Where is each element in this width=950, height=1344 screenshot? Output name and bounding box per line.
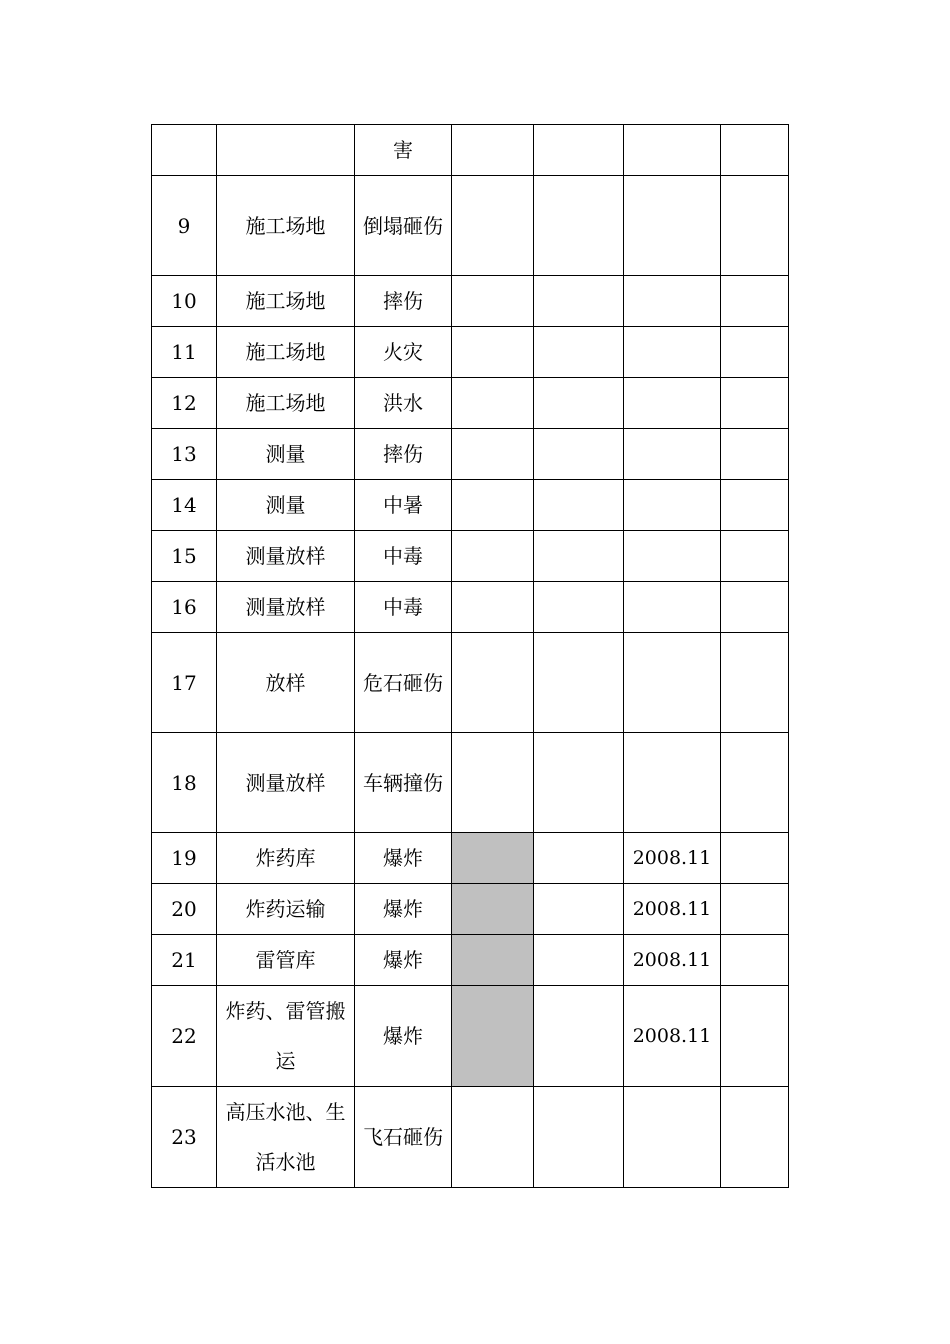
blank-cell-5 [534, 884, 624, 935]
location-cell: 炸药库 [217, 833, 355, 884]
row-number-cell: 10 [152, 276, 217, 327]
location-cell: 施工场地 [217, 176, 355, 276]
blank-cell-4 [452, 884, 534, 935]
table-row [152, 1087, 789, 1188]
row-number-cell: 18 [152, 733, 217, 833]
blank-cell-7 [721, 884, 789, 935]
blank-cell-5 [534, 935, 624, 986]
row-number-cell: 12 [152, 378, 217, 429]
blank-cell-4 [452, 633, 534, 733]
hazard-cell: 中暑 [355, 480, 452, 531]
row-number-cell: 16 [152, 582, 217, 633]
blank-cell-4 [452, 733, 534, 833]
blank-cell-7 [721, 176, 789, 276]
row-number-cell [152, 125, 217, 176]
location-cell: 放样 [217, 633, 355, 733]
row-number-cell: 19 [152, 833, 217, 884]
blank-cell-5 [534, 429, 624, 480]
row-number-cell: 15 [152, 531, 217, 582]
blank-cell-4 [452, 176, 534, 276]
hazard-cell: 危石砸伤 [355, 633, 452, 733]
blank-cell-4 [452, 378, 534, 429]
row-number-cell: 23 [152, 1087, 217, 1188]
hazard-cell: 中毒 [355, 531, 452, 582]
location-cell: 测量放样 [217, 531, 355, 582]
hazard-cell: 爆炸 [355, 884, 452, 935]
blank-cell-7 [721, 327, 789, 378]
date-cell [624, 327, 721, 378]
row-number-cell: 9 [152, 176, 217, 276]
blank-cell-5 [534, 986, 624, 1087]
hazard-cell: 洪水 [355, 378, 452, 429]
blank-cell-5 [534, 582, 624, 633]
location-cell [217, 125, 355, 176]
blank-cell-7 [721, 1087, 789, 1188]
table-row [152, 582, 789, 633]
location-cell: 雷管库 [217, 935, 355, 986]
blank-cell-5 [534, 327, 624, 378]
table-row [152, 733, 789, 833]
location-cell: 炸药运输 [217, 884, 355, 935]
table-row [152, 633, 789, 733]
blank-cell-5 [534, 176, 624, 276]
hazard-cell: 摔伤 [355, 429, 452, 480]
blank-cell-7 [721, 582, 789, 633]
location-cell: 测量 [217, 429, 355, 480]
blank-cell-7 [721, 833, 789, 884]
table-row [152, 429, 789, 480]
hazard-cell: 爆炸 [355, 986, 452, 1087]
date-cell: 2008.11 [624, 833, 721, 884]
blank-cell-5 [534, 125, 624, 176]
hazard-cell: 摔伤 [355, 276, 452, 327]
date-cell [624, 582, 721, 633]
row-number-cell: 14 [152, 480, 217, 531]
row-number-cell: 22 [152, 986, 217, 1087]
hazard-table [151, 124, 789, 1188]
date-cell [624, 176, 721, 276]
blank-cell-5 [534, 531, 624, 582]
blank-cell-4 [452, 582, 534, 633]
location-cell: 施工场地 [217, 276, 355, 327]
blank-cell-5 [534, 833, 624, 884]
row-number-cell: 13 [152, 429, 217, 480]
location-cell: 测量 [217, 480, 355, 531]
date-cell [624, 480, 721, 531]
row-number-cell: 17 [152, 633, 217, 733]
table-row [152, 125, 789, 176]
hazard-cell: 害 [355, 125, 452, 176]
row-number-cell: 20 [152, 884, 217, 935]
location-cell: 炸药、雷管搬运 [217, 986, 355, 1087]
table-row [152, 378, 789, 429]
blank-cell-5 [534, 733, 624, 833]
location-cell: 测量放样 [217, 582, 355, 633]
blank-cell-7 [721, 480, 789, 531]
location-cell: 施工场地 [217, 327, 355, 378]
location-cell: 施工场地 [217, 378, 355, 429]
blank-cell-7 [721, 935, 789, 986]
table-row [152, 480, 789, 531]
table-row [152, 986, 789, 1087]
blank-cell-7 [721, 429, 789, 480]
hazard-table-body [152, 125, 789, 1188]
date-cell: 2008.11 [624, 986, 721, 1087]
date-cell [624, 1087, 721, 1188]
table-row [152, 833, 789, 884]
location-cell: 测量放样 [217, 733, 355, 833]
blank-cell-4 [452, 125, 534, 176]
blank-cell-4 [452, 986, 534, 1087]
table-row [152, 176, 789, 276]
blank-cell-7 [721, 986, 789, 1087]
hazard-cell: 爆炸 [355, 935, 452, 986]
location-cell: 高压水池、生活水池 [217, 1087, 355, 1188]
table-row [152, 884, 789, 935]
blank-cell-4 [452, 276, 534, 327]
date-cell [624, 276, 721, 327]
blank-cell-5 [534, 480, 624, 531]
blank-cell-5 [534, 276, 624, 327]
date-cell [624, 633, 721, 733]
blank-cell-7 [721, 378, 789, 429]
blank-cell-4 [452, 833, 534, 884]
hazard-cell: 中毒 [355, 582, 452, 633]
row-number-cell: 21 [152, 935, 217, 986]
hazard-cell: 飞石砸伤 [355, 1087, 452, 1188]
hazard-cell: 爆炸 [355, 833, 452, 884]
table-row [152, 327, 789, 378]
date-cell [624, 531, 721, 582]
blank-cell-7 [721, 733, 789, 833]
hazard-cell: 车辆撞伤 [355, 733, 452, 833]
blank-cell-7 [721, 531, 789, 582]
table-row [152, 935, 789, 986]
blank-cell-5 [534, 378, 624, 429]
date-cell [624, 429, 721, 480]
hazard-cell: 倒塌砸伤 [355, 176, 452, 276]
blank-cell-4 [452, 480, 534, 531]
date-cell [624, 733, 721, 833]
blank-cell-4 [452, 1087, 534, 1188]
blank-cell-5 [534, 633, 624, 733]
blank-cell-4 [452, 935, 534, 986]
blank-cell-7 [721, 633, 789, 733]
table-row [152, 531, 789, 582]
date-cell: 2008.11 [624, 935, 721, 986]
table-row [152, 276, 789, 327]
blank-cell-4 [452, 429, 534, 480]
hazard-cell: 火灾 [355, 327, 452, 378]
date-cell [624, 378, 721, 429]
blank-cell-4 [452, 531, 534, 582]
blank-cell-7 [721, 276, 789, 327]
blank-cell-4 [452, 327, 534, 378]
blank-cell-5 [534, 1087, 624, 1188]
blank-cell-7 [721, 125, 789, 176]
date-cell: 2008.11 [624, 884, 721, 935]
date-cell [624, 125, 721, 176]
row-number-cell: 11 [152, 327, 217, 378]
